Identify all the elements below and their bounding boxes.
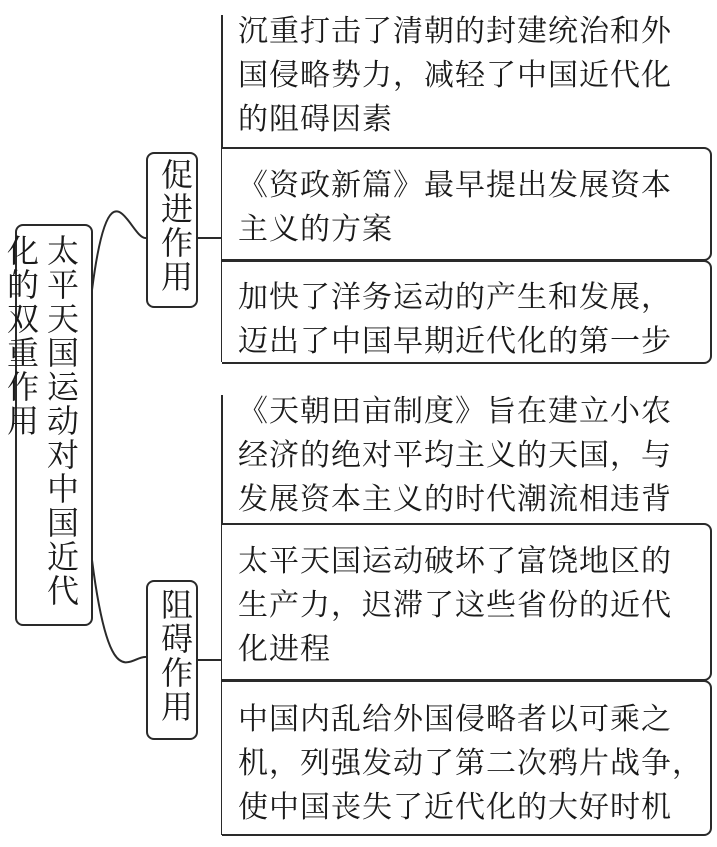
hinder-item-1-text: 《天朝田亩制度》旨在建立小农 经济的绝对平均主义的天国，与 发展资本主义的时代潮流相违背 xyxy=(238,394,672,517)
hinder-item-2-text: 太平天国运动破坏了富饶地区的 生产力，迟滞了这些省份的近代 化进程 xyxy=(238,544,672,667)
branch-hinder xyxy=(146,580,198,740)
promote-item-1-text: 沉重打击了清朝的封建统治和外 国侵略势力，减轻了中国近代化 的阻碍因素 xyxy=(238,14,672,137)
hinder-item-3-text: 中国内乱给外国侵略者以可乘之 机，列强发动了第二次鸦片战争， 使中国丧失了近代化的大好时机 xyxy=(238,702,703,825)
root-node xyxy=(2,224,93,626)
promote-item-2-text: 《资政新篇》最早提出发展资本 主义的方案 xyxy=(238,168,672,247)
promote-item-3-text: 加快了洋务运动的产生和发展， 迈出了中国早期近代化的第一步 xyxy=(238,280,672,359)
branch-promote xyxy=(146,152,198,308)
branch-promote-label: 促进作用 xyxy=(156,158,194,294)
root-label: 太平天国运动对中国近代化的双重作用 xyxy=(2,234,80,608)
branch-hinder-label: 阻碍作用 xyxy=(156,588,194,724)
